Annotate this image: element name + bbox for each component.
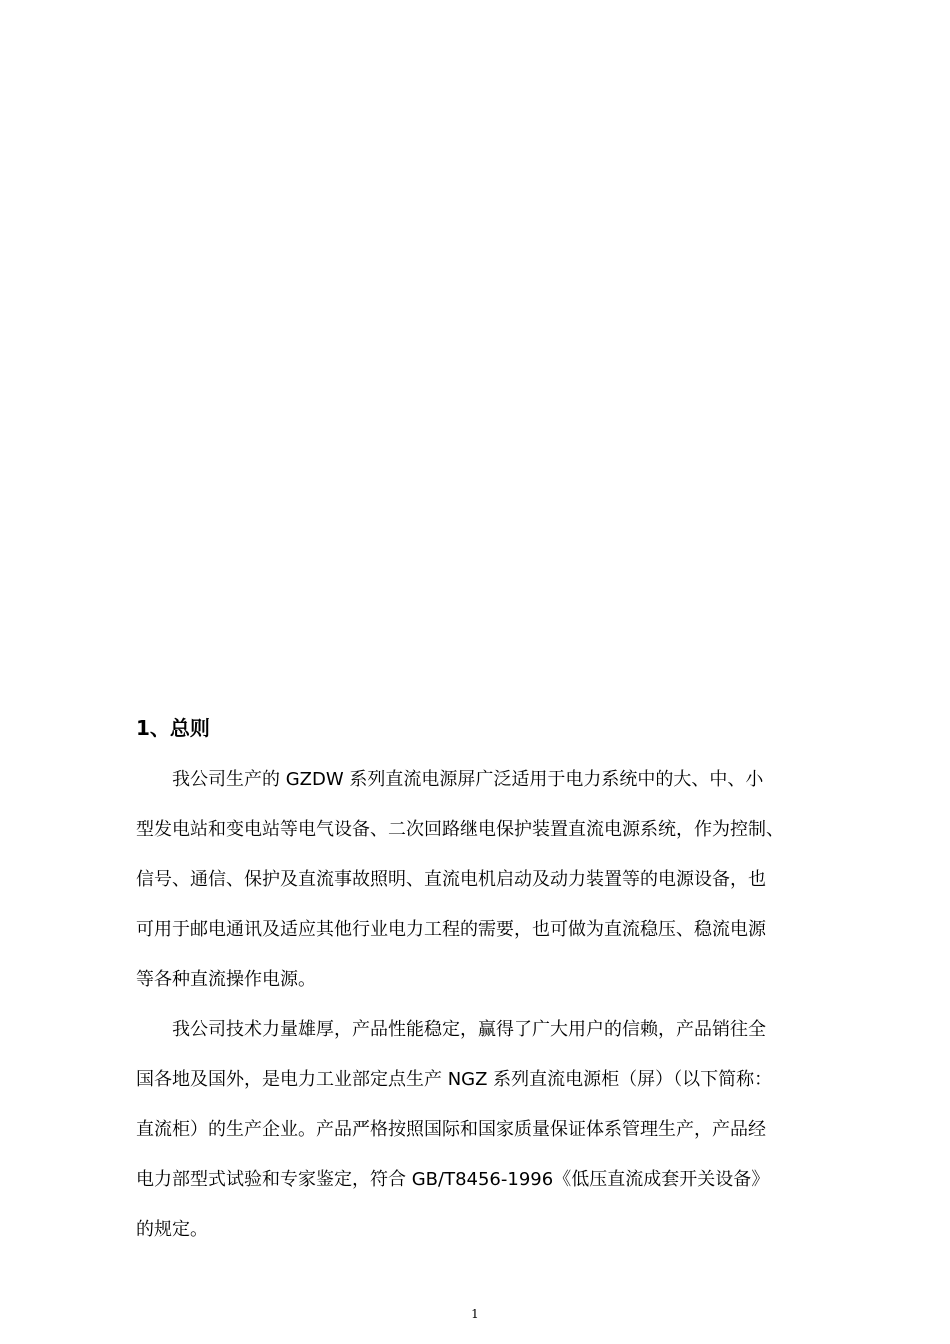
paragraph-2 (136, 1005, 808, 1255)
paragraph-1-line-1: 我公司生产的 GZDW 系列直流电源屏广泛适用于电力系统中的大、中、小 (172, 769, 764, 790)
paragraph-2-line-2: 国各地及国外，是电力工业部定点生产 NGZ 系列直流电源柜（屏）（以下简称： (136, 1069, 773, 1090)
section-general (136, 709, 808, 1255)
paragraph-1-line-4: 可用于邮电通讯及适应其他行业电力工程的需要，也可做为直流稳压、稳流电源 (136, 919, 766, 940)
paragraph-2-line-4: 电力部型式试验和专家鉴定，符合 GB/T8456-1996《低压直流成套开关设备》 (136, 1169, 770, 1190)
section-heading: 1、总则 (136, 716, 210, 740)
paragraph-1-line-3: 信号、通信、保护及直流事故照明、直流电机启动及动力装置等的电源设备，也 (136, 869, 766, 890)
paragraph-1-line-5: 等各种直流操作电源。 (136, 969, 316, 990)
paragraph-1 (136, 755, 808, 1005)
paragraph-2-line-3: 直流柜）的生产企业。产品严格按照国际和国家质量保证体系管理生产，产品经 (136, 1119, 766, 1140)
paragraph-1-line-2: 型发电站和变电站等电气设备、二次回路继电保护装置直流电源系统，作为控制、 (136, 819, 784, 840)
page-number: 1 (471, 1307, 479, 1321)
paragraph-2-line-5: 的规定。 (136, 1219, 208, 1240)
paragraph-2-line-1: 我公司技术力量雄厚，产品性能稳定，赢得了广大用户的信赖，产品销往全 (172, 1019, 766, 1040)
